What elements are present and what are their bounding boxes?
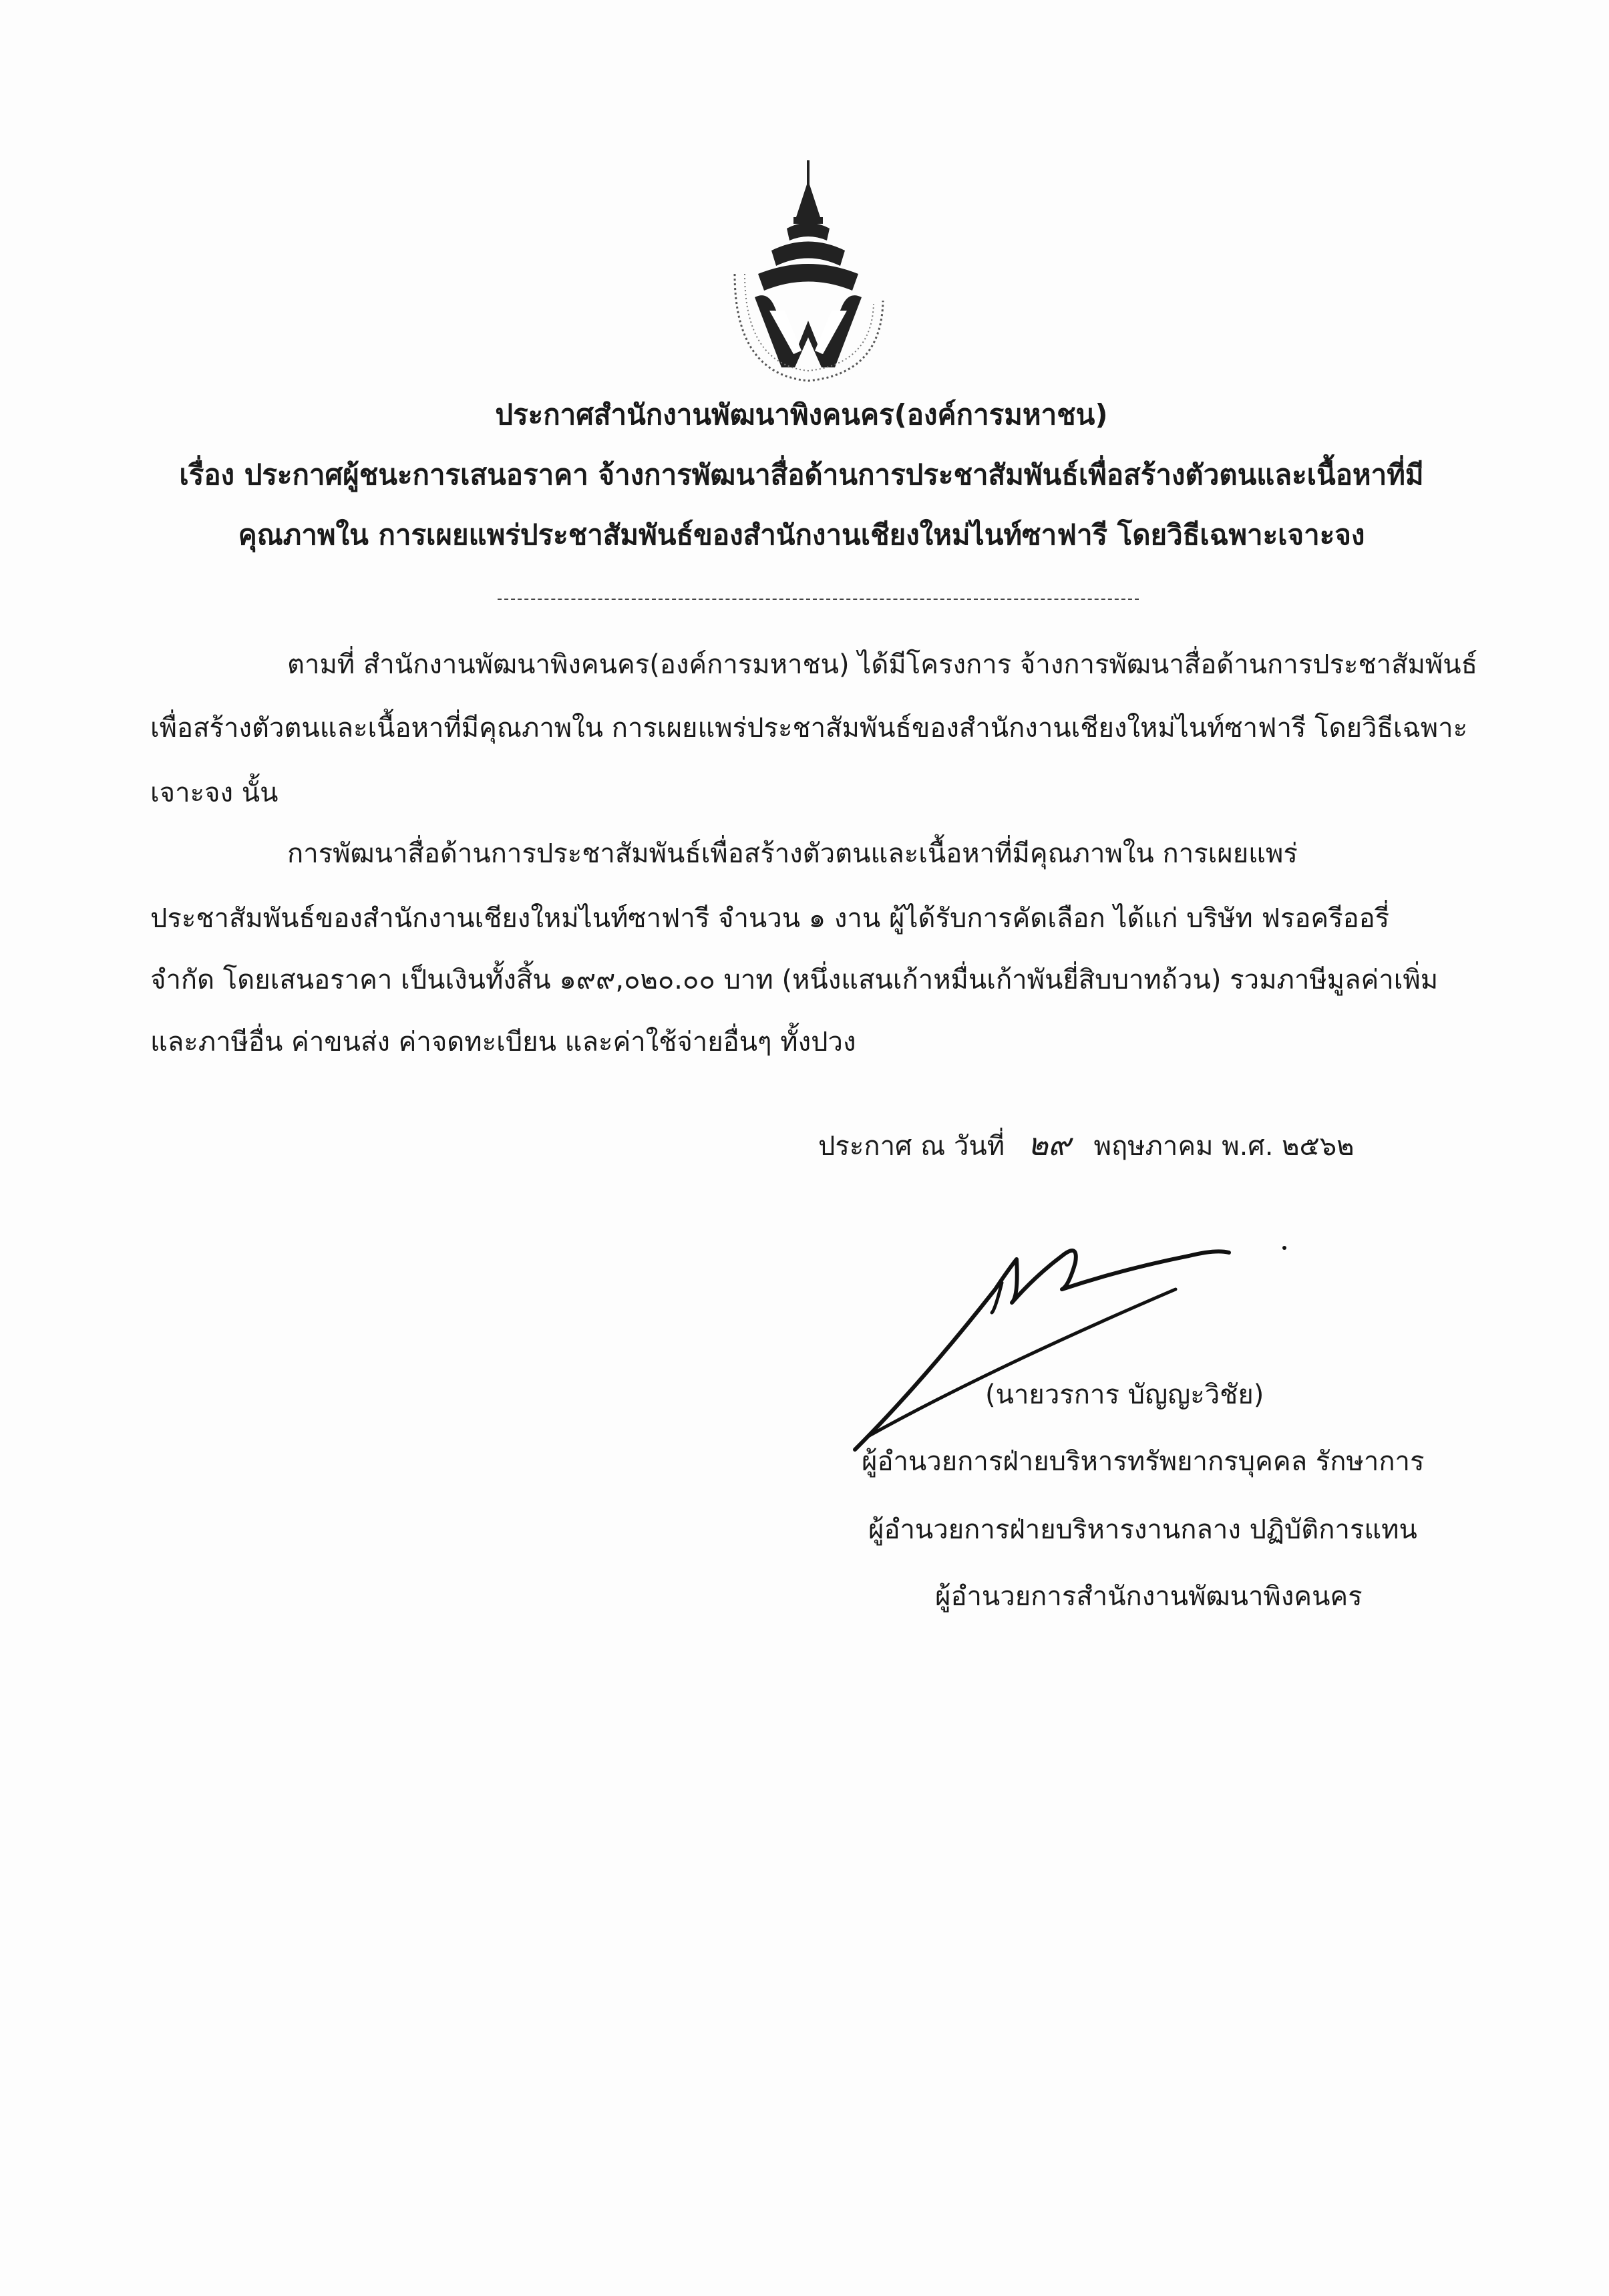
signatory-name: (นายวรการ บัญญะวิชัย) [985, 1379, 1264, 1410]
signatory-position-line-1: ผู้อำนวยการฝ่ายบริหารทรัพยากรบุคคล รักษาการ [862, 1446, 1425, 1477]
date-month-year: พฤษภาคม พ.ศ. ๒๕๖๒ [1093, 1131, 1355, 1162]
signatory-position-line-2: ผู้อำนวยการฝ่ายบริหารงานกลาง ปฏิบัติการแทน [868, 1514, 1417, 1545]
date-prefix: ประกาศ ณ วันที่ [818, 1131, 1005, 1162]
date-day: ๒๙ [1027, 1126, 1071, 1162]
announcement-title: ประกาศสำนักงานพัฒนาพิงคนคร(องค์การมหาชน) [495, 398, 1108, 431]
agency-emblem-icon [708, 154, 908, 394]
date-line [818, 1126, 1355, 1162]
paragraph-1-line-1: ตามที่ สำนักงานพัฒนาพิงคนคร(องค์การมหาชน) ได้มีโครงการ จ้างการพัฒนาสื่อด้านการประชาสัมพันธ์ [287, 649, 1478, 680]
signatory-position-line-3: ผู้อำนวยการสำนักงานพัฒนาพิงคนคร [935, 1581, 1363, 1612]
paragraph-1-line-2: เพื่อสร้างตัวตนและเนื้อหาที่มีคุณภาพใน การเผยแพร่ประชาสัมพันธ์ของสำนักงานเชียงใหม่ไนท์ซาฟารี โดยวิธีเฉพาะ [150, 713, 1468, 744]
handwritten-signature [842, 1196, 1309, 1483]
paragraph-2-line-2: ประชาสัมพันธ์ของสำนักงานเชียงใหม่ไนท์ซาฟารี จำนวน ๑ งาน ผู้ได้รับการคัดเลือก ได้แก่ บริษัท ฟรอครีออรี่ [150, 903, 1390, 934]
subject-line-2: คุณภาพใน การเผยแพร่ประชาสัมพันธ์ของสำนักงานเชียงใหม่ไนท์ซาฟารี โดยวิธีเฉพาะเจาะจง [238, 518, 1365, 551]
paragraph-2-line-1: การพัฒนาสื่อด้านการประชาสัมพันธ์เพื่อสร้างตัวตนและเนื้อหาที่มีคุณภาพใน การเผยแพร่ [287, 838, 1298, 869]
paragraph-2-line-3: จำกัด โดยเสนอราคา เป็นเงินทั้งสิ้น ๑๙๙,๐๒๐.๐๐ บาท (หนึ่งแสนเก้าหมื่นเก้าพันยี่สิบบาทถ้วน) รวมภาษีมูลค่าเพิ่ม [150, 965, 1439, 995]
separator-rule [498, 599, 1139, 600]
subject-line-1: เรื่อง ประกาศผู้ชนะการเสนอราคา จ้างการพัฒนาสื่อด้านการประชาสัมพันธ์เพื่อสร้างตัวตนและเนื้อหาที่มี [179, 458, 1424, 491]
paragraph-2-line-4: และภาษีอื่น ค่าขนส่ง ค่าจดทะเบียน และค่าใช้จ่ายอื่นๆ ทั้งปวง [150, 1027, 856, 1057]
paragraph-1-line-3: เจาะจง นั้น [150, 778, 279, 808]
